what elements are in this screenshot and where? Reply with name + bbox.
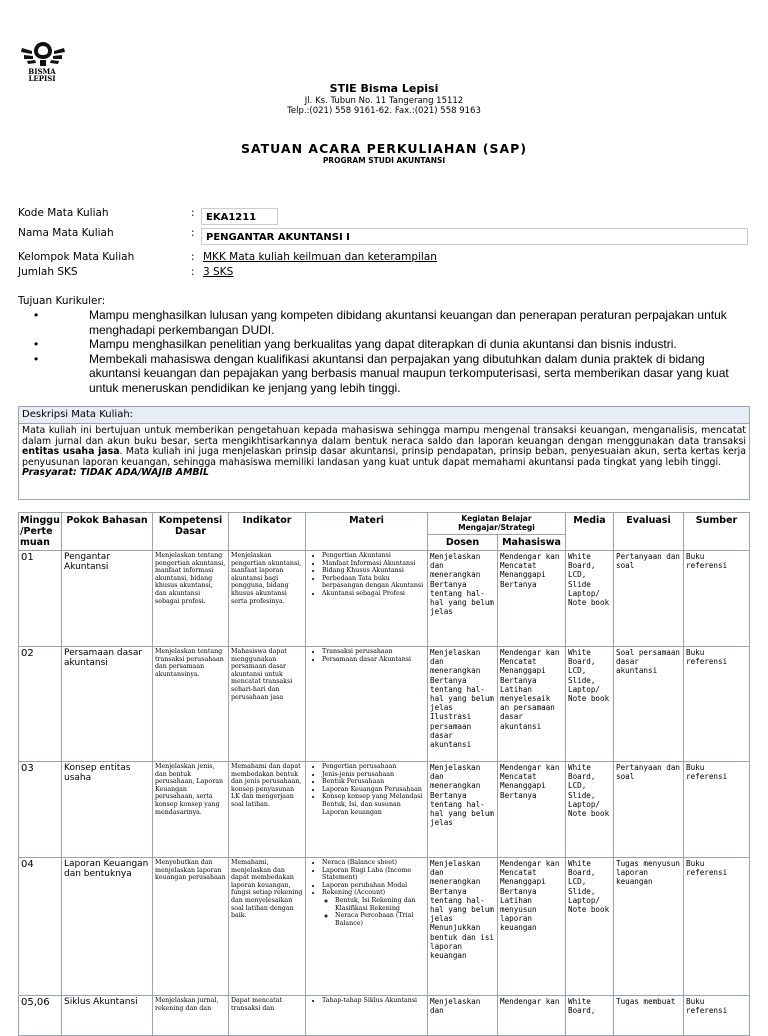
kelompok-label: Kelompok Mata Kuliah xyxy=(18,251,135,263)
kelompok-value: MKK Mata kuliah keilmuan dan keterampilan xyxy=(203,251,437,263)
cell-materi xyxy=(306,647,428,762)
col-header-mahasiswa: Mahasiswa xyxy=(498,535,566,551)
list-item: • Transaksi perusahaan xyxy=(322,648,425,656)
deskripsi-heading: Deskripsi Mata Kuliah: xyxy=(19,407,749,424)
cell-indikator: Dapat mencatat transaksi dan xyxy=(229,996,306,1036)
col-header-media: Media xyxy=(566,513,614,551)
cell-evaluasi: Pertanyaan dan soal xyxy=(614,551,684,647)
address-line: Jl. Ks. Tubun No. 11 Tangerang 15112 xyxy=(304,96,464,106)
sap-table xyxy=(18,512,750,1036)
cell-media: White Board, LCD, Slide, Laptop/ Note book xyxy=(566,858,614,996)
table-header-row xyxy=(19,513,750,535)
cell-sumber: Buku referensi xyxy=(684,762,750,858)
document-subtitle: PROGRAM STUDI AKUNTANSI xyxy=(322,156,446,165)
materi-list xyxy=(308,859,425,927)
cell-minggu: 03 xyxy=(19,762,62,858)
bullet-icon: • xyxy=(34,351,39,366)
sks-label: Jumlah SKS xyxy=(18,266,78,278)
table-row xyxy=(19,762,750,858)
list-item: • Akuntansi sebagai Profesi xyxy=(322,590,425,598)
list-item xyxy=(18,352,758,396)
cell-mahasiswa: Mendengar kan Mencatat Menanggapi Bertanya xyxy=(498,762,566,858)
logo-text-line: LEPISI xyxy=(28,74,56,83)
cell-mahasiswa: Mendengar kan Mencatat Menanggapi Bertanya Latihan menyusun laporan keuangan xyxy=(498,858,566,996)
list-item: • Konsep konsep yang Melandasi Bentuk, Isi, dan susunan Laporan keuangan xyxy=(322,793,425,816)
sks-value: 3 SKS xyxy=(203,266,234,278)
list-item: • Laporan Rugi Laba (Income Statement) xyxy=(322,867,425,882)
cell-dosen: Menjelaskan dan menerangkan Bertanya tentang hal-hal yang belum jelas xyxy=(428,551,498,647)
cell-media: White Board, xyxy=(566,996,614,1036)
list-item xyxy=(18,308,758,337)
cell-minggu: 04 xyxy=(19,858,62,996)
document-title: SATUAN ACARA PERKULIAHAN (SAP) xyxy=(240,141,528,156)
col-header-kegiatan: Kegiatan Belajar Mengajar/Strategi xyxy=(428,513,566,535)
cell-kompetensi: Menjelaskan tentang pengertian akuntansi, manfaat informasi akuntansi, bidang khusus akuntansi, dan akuntansi sebagai profesi. xyxy=(153,551,229,647)
colon: : xyxy=(191,266,195,278)
list-item: • Manfaat Informasi Akuntansi xyxy=(322,560,425,568)
contact-line: Telp.:(021) 558 9161-62. Fax.:(021) 558 9163 xyxy=(287,106,481,116)
cell-dosen: Menjelaskan dan menerangkan Bertanya tentang hal-hal yang belum jelas xyxy=(428,762,498,858)
tujuan-heading: Tujuan Kurikuler: xyxy=(18,295,106,307)
list-item: ◦ Neraca Percobaan (Trial Balance) xyxy=(335,912,425,927)
logo-text xyxy=(18,68,66,82)
colon: : xyxy=(191,251,195,263)
cell-evaluasi: Tugas membuat xyxy=(614,996,684,1036)
list-item xyxy=(18,337,758,352)
cell-sumber: Buku referensi xyxy=(684,996,750,1036)
cell-minggu: 05,06 xyxy=(19,996,62,1036)
col-header-indikator: Indikator xyxy=(229,513,306,551)
list-item: • Bidang Khusus Akuntansi xyxy=(322,567,425,575)
list-item: • Pengertian perusahaan xyxy=(322,763,425,771)
table-row xyxy=(19,551,750,647)
col-header-evaluasi: Evaluasi xyxy=(614,513,684,551)
deskripsi-body xyxy=(19,424,749,481)
kode-label: Kode Mata Kuliah xyxy=(18,207,109,219)
materi-sublist xyxy=(322,897,425,927)
cell-indikator: Mahasiswa dapat menggunakan persamaan dasar akuntansi untuk mencatat transaksi sehari-hari dan perusahaan jasa xyxy=(229,647,306,762)
cell-dosen: Menjelaskan dan xyxy=(428,996,498,1036)
cell-evaluasi: Soal persamaan dasar akuntansi xyxy=(614,647,684,762)
list-item: • Laporan Keuangan Perusahaan xyxy=(322,786,425,794)
table-row xyxy=(19,647,750,762)
list-item: • Bentuk Perusahaan xyxy=(322,778,425,786)
list-item-text: Rekening (Account) xyxy=(322,889,386,897)
cell-indikator: Menjelaskan pengertian akuntansi, manfaat laporan akuntansi bagi pengguna, bidang khusus akuntansi serta profesinya. xyxy=(229,551,306,647)
prasyarat: Prasyarat: TIDAK ADA/WAJIB AMBIL xyxy=(22,467,210,479)
list-item: • Laporan perubahan Modal xyxy=(322,882,425,890)
cell-dosen: Menjelaskan dan menerangkan Bertanya tentang hal-hal yang belum jelas Menunjukkan bentuk dan isi laporan keuangan xyxy=(428,858,498,996)
logo-text-line: BISMA xyxy=(28,67,56,76)
list-item: • Tahap-tahap Siklus Akuntansi xyxy=(322,997,425,1005)
tujuan-list xyxy=(18,308,758,395)
list-item: • Jenis-jenis perusahaan xyxy=(322,771,425,779)
materi-list xyxy=(308,648,425,663)
cell-indikator: Memahami, menjelaskan dan dapat membedakan laporan keuangan, fungsi setiap rekening dan menyelesaikan soal latihan dengan baik. xyxy=(229,858,306,996)
materi-list xyxy=(308,763,425,816)
list-item xyxy=(322,889,425,927)
col-header-dosen: Dosen xyxy=(428,535,498,551)
cell-sumber: Buku referensi xyxy=(684,551,750,647)
institution-name: STIE Bisma Lepisi xyxy=(329,82,439,95)
cell-mahasiswa: Mendengar kan xyxy=(498,996,566,1036)
materi-list xyxy=(308,552,425,598)
list-item-text: Mampu menghasilkan lulusan yang kompeten dibidang akuntansi keuangan dan penerapan peraturan perpajakan untuk menghadapi perkembangan DUDI. xyxy=(89,308,727,337)
cell-minggu: 01 xyxy=(19,551,62,647)
bullet-icon: • xyxy=(34,308,39,322)
list-item: • Pengertian Akuntansi xyxy=(322,552,425,560)
cell-materi xyxy=(306,996,428,1036)
cell-mahasiswa: Mendengar kan Mencatat Menanggapi Bertanya xyxy=(498,551,566,647)
cell-kompetensi: Menyebutkan dan menjelaskan laporan keuangan perusahaan xyxy=(153,858,229,996)
cell-minggu: 02 xyxy=(19,647,62,762)
cell-mahasiswa: Mendengar kan Mencatat Menanggapi Bertanya Latihan menyelesaik an persamaan dasar akuntansi xyxy=(498,647,566,762)
cell-media: White Board, LCD, Slide, Laptop/ Note book xyxy=(566,647,614,762)
cell-sumber: Buku referensi xyxy=(684,858,750,996)
colon: : xyxy=(191,207,195,219)
cell-evaluasi: Tugas menyusun laporan keuangan xyxy=(614,858,684,996)
cell-materi xyxy=(306,551,428,647)
cell-kompetensi: Menjelaskan jurnal, rekening dan dan xyxy=(153,996,229,1036)
nama-value: PENGANTAR AKUNTANSI I xyxy=(201,228,748,245)
cell-pokok: Pengantar Akuntansi xyxy=(62,551,153,647)
table-row xyxy=(19,996,750,1036)
cell-pokok: Siklus Akuntansi xyxy=(62,996,153,1036)
deskripsi-emphasis: entitas usaha jasa xyxy=(22,446,120,458)
cell-kompetensi: Menjelaskan tentang transaksi perusahaan dan persamaan akuntansinya. xyxy=(153,647,229,762)
list-item: • Persamaan dasar Akuntansi xyxy=(322,656,425,664)
table-row xyxy=(19,858,750,996)
cell-materi xyxy=(306,762,428,858)
colon: : xyxy=(191,227,195,239)
cell-indikator: Memahami dan dapat membedakan bentuk dan jenis perusahaan, konsep penyusunan LK dan mengerjaan soal latihan. xyxy=(229,762,306,858)
cell-pokok: Persamaan dasar akuntansi xyxy=(62,647,153,762)
nama-label: Nama Mata Kuliah xyxy=(18,227,114,239)
col-header-pokok: Pokok Bahasan xyxy=(62,513,153,551)
cell-kompetensi: Menjelaskan jenis, dan bentuk perusahaan, Laporan Keuangan perusahaan, serta konsep konsep yang mendasarinya. xyxy=(153,762,229,858)
cell-pokok: Konsep entitas usaha xyxy=(62,762,153,858)
kode-value: EKA1211 xyxy=(201,208,278,225)
list-item: • Perbedaan Tata buku berpasangan dengan Akuntansi xyxy=(322,575,425,590)
deskripsi-text: . Mata kuliah ini juga menjelaskan prinsip dasar akuntansi, prinsip pendapatan, prinsip beban, penyesuaian akun, serta kertas kerja penyusunan laporan keuangan, sehingga mahasiswa memiliki landasan yang kuat untuk dapat memahami akuntansi pada tingkat yang lebih tinggi. xyxy=(22,446,746,468)
col-header-kompetensi: Kompetensi Dasar xyxy=(153,513,229,551)
cell-sumber: Buku referensi xyxy=(684,647,750,762)
list-item: • Neraca (Balance sheet) xyxy=(322,859,425,867)
col-header-sumber: Sumber xyxy=(684,513,750,551)
col-header-materi: Materi xyxy=(306,513,428,551)
list-item-text: Mampu menghasilkan penelitian yang berkualitas yang dapat diterapkan di dunia akuntansi dan bisnis industri. xyxy=(89,337,677,351)
deskripsi-text: Mata kuliah ini bertujuan untuk memberikan pengetahuan kepada mahasiswa sehingga mampu mengenal transaksi keuangan, menganalisis, mencatat dalam jurnal dan akun buku besar, serta mengikhtisarkannya dalam bentuk neraca saldo dan laporan keuangan dengan menggunakan data transaksi xyxy=(22,425,746,447)
list-item: ◦ Bentuk, Isi Rekening dan Klasifikasi Rekening xyxy=(335,897,425,912)
cell-dosen: Menjelaskan dan menerangkan Bertanya tentang hal-hal yang belum jelas Ilustrasi persamaan dasar akuntansi xyxy=(428,647,498,762)
list-item-text: Membekali mahasiswa dengan kualifikasi akuntansi dan perpajakan yang dibutuhkan dalam dunia praktek di bidang akuntansi keuangan dan pepajakan yang berbasis manual maupun terkomputerisasi, serta memberikan dasar yang kuat untuk meneruskan pendidikan ke jenjang yang lebih tinggi. xyxy=(89,351,729,395)
bullet-icon: • xyxy=(34,337,39,351)
col-header-minggu: Minggu /Perte muan xyxy=(19,513,62,551)
cell-evaluasi: Pertanyaan dan soal xyxy=(614,762,684,858)
cell-pokok: Laporan Keuangan dan bentuknya xyxy=(62,858,153,996)
cell-media: White Board, LCD, Slide Laptop/ Note book xyxy=(566,551,614,647)
cell-media: White Board, LCD, Slide, Laptop/ Note book xyxy=(566,762,614,858)
cell-materi xyxy=(306,858,428,996)
materi-list xyxy=(308,997,425,1005)
deskripsi-box xyxy=(18,406,750,500)
